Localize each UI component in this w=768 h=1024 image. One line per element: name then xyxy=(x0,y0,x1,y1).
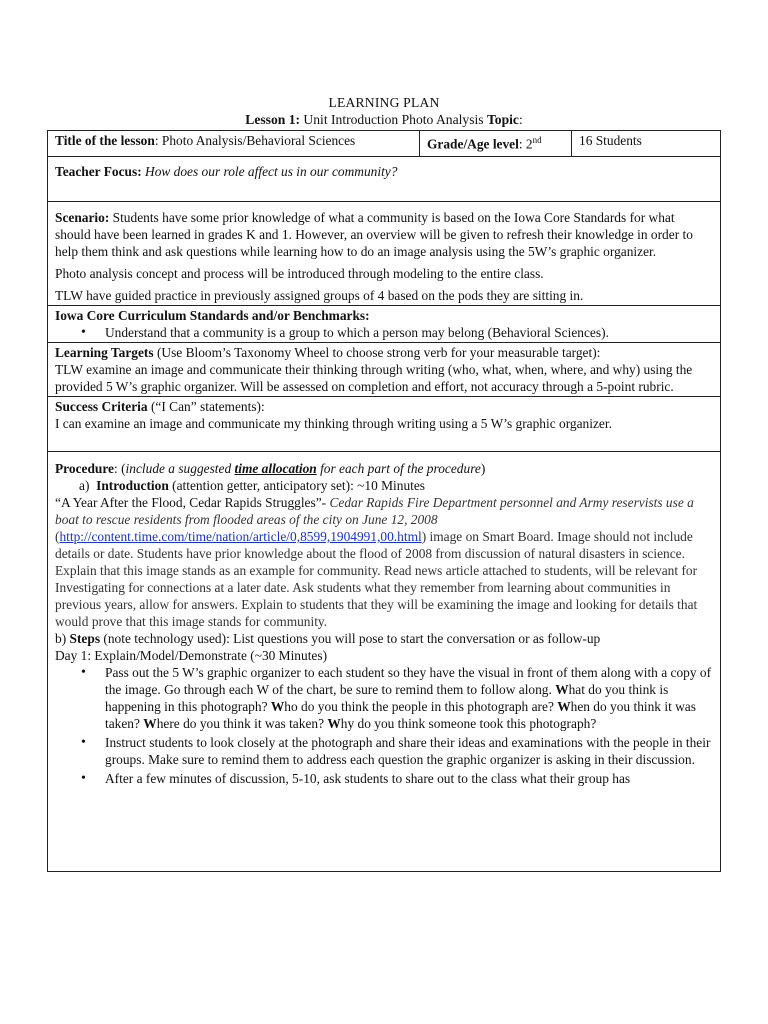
lesson-title-cell xyxy=(48,131,420,157)
learning-plan-table xyxy=(47,130,721,872)
topic-label: Topic xyxy=(486,112,519,127)
step-1-w1: W xyxy=(555,682,569,697)
learning-targets-label: Learning Targets xyxy=(55,345,154,360)
scenario-label: Scenario: xyxy=(55,210,110,225)
standards-list xyxy=(55,324,713,341)
step-1-w4: W xyxy=(143,716,157,731)
grade-level-cell xyxy=(420,131,572,157)
step-1-text-b: hat do you think is happening in this photograph? xyxy=(105,682,669,714)
intro-link-open: ( xyxy=(55,529,60,544)
step-bullet-3: • After a few minutes of discussion, 5-10, ask students to share out to the class what their group has xyxy=(105,770,713,787)
step-bullet-2: • Instruct students to look closely at the photograph and share their ideas and examinations with the people in their groups. Make sure to remind them to address each question the graphic organizer is asking in their discussion. xyxy=(105,734,713,768)
scenario-row xyxy=(48,202,721,306)
page-title: LEARNING PLAN xyxy=(328,95,440,110)
procedure-cell xyxy=(48,452,721,872)
standards-cell xyxy=(48,306,721,343)
learning-targets-row xyxy=(48,343,721,397)
scenario-paragraph-2: Photo analysis concept and process will be introduced through modeling to the entire class. xyxy=(55,266,544,281)
success-criteria-hint: (“I Can” statements): xyxy=(147,399,265,414)
lesson-title-label: Title of the lesson xyxy=(55,133,155,148)
learning-targets-hint: (Use Bloom’s Taxonomy Wheel to choose strong verb for your measurable target): xyxy=(153,345,601,360)
intro-marker: a) xyxy=(79,478,90,493)
standards-item: • Understand that a community is a group to which a person may belong (Behavioral Sciences). xyxy=(105,324,713,341)
day1-steps-list xyxy=(55,664,713,787)
teacher-focus-cell xyxy=(48,157,721,202)
lesson-title-value: : Photo Analysis/Behavioral Sciences xyxy=(154,133,356,148)
teacher-focus-label: Teacher Focus: xyxy=(55,164,142,179)
intro-label: Introduction xyxy=(96,478,169,493)
scenario-text: Students have some prior knowledge of what a community is based on the Iowa Core Standards for what should have been learned in grades K and 1. However, an overview will be given to refresh their knowledge in order to help them think and ask questions while learning how to do an image analysis using the 5W’s graphic organizer. xyxy=(55,210,693,259)
grade-level-sup: nd xyxy=(532,135,542,145)
success-criteria-row xyxy=(48,397,721,452)
procedure-hint-c: for each part of the procedure xyxy=(316,461,481,476)
scenario-paragraph xyxy=(55,209,713,260)
steps-label: Steps xyxy=(69,631,101,646)
step-1-w2: W xyxy=(270,699,285,714)
procedure-label: Procedure xyxy=(55,461,115,476)
intro-hint: (attention getter, anticipatory set): ~10 Minutes xyxy=(168,478,426,493)
article-link[interactable]: http://content.time.com/time/nation/article/0,8599,1904991,00.html xyxy=(59,529,422,544)
step-1-text-e: here do you think it was taken? xyxy=(156,716,328,731)
procedure-hint-a: include a suggested xyxy=(125,461,235,476)
step-bullet-1 xyxy=(105,664,713,732)
intro-body xyxy=(55,494,713,630)
lesson-title-row xyxy=(48,131,721,157)
lesson-text: Unit Introduction Photo Analysis xyxy=(300,112,487,127)
steps-hint: (note technology used): List questions you will pose to start the conversation or as follow-up xyxy=(100,631,601,646)
intro-quote-caption: Cedar Rapids Fire Department personnel and Army reservists use a boat to rescue residents from flooded areas of the city on June 12, 2008 xyxy=(55,495,694,527)
teacher-focus-row xyxy=(48,157,721,202)
grade-level-label: Grade/Age level xyxy=(427,136,519,152)
intro-link-after: ) image on Smart Board. Image should not include details or date. Students have prior knowledge about the flood of 2008 from discussion of natural disasters in science. Explain that this image stands as an example for community. Read news article attached to students, will be relevant for Investigating for connections at a later date. Ask students what they remember from learning about communities in previous years, allow for answers. Explain to students that they will be examining the image and looking for details that would prove that this image stands for community. xyxy=(55,529,698,629)
lesson-line xyxy=(0,111,768,128)
step-1-w5: W xyxy=(327,716,341,731)
standards-row xyxy=(48,306,721,343)
procedure-row xyxy=(48,452,721,872)
learning-targets-text: TLW examine an image and communicate their thinking through writing (who, what, when, where, and why) using the provided 5 W’s graphic organizer. Will be assessed on completion and effort, not accuracy through a 5-point rubric. xyxy=(55,362,693,394)
students-count-cell xyxy=(572,131,721,157)
standards-label: Iowa Core Curriculum Standards and/or Benchmarks: xyxy=(55,308,370,323)
step-1-text-f: hy do you think someone took this photograph? xyxy=(340,716,597,731)
lesson-label: Lesson 1: xyxy=(245,112,301,127)
topic-colon: : xyxy=(518,112,523,127)
step-1-text-a: Pass out the 5 W’s graphic organizer to each student so they have the visual in front of them along with a copy of the image. Go through each W of the chart, be sure to remind them to follow along. xyxy=(105,665,712,697)
steps-marker: b) xyxy=(55,631,67,646)
procedure-close: ) xyxy=(480,461,486,476)
procedure-hint-b: time allocation xyxy=(234,461,317,476)
scenario-paragraph-3: TLW have guided practice in previously assigned groups of 4 based on the pods they are sitting in. xyxy=(55,288,584,303)
procedure-heading xyxy=(55,460,713,477)
grade-level-value: : 2 xyxy=(518,136,533,152)
students-count: 16 Students xyxy=(579,133,642,148)
step-1-text-d: hen do you think it was taken? xyxy=(105,699,696,731)
step-1-w3: W xyxy=(557,699,571,714)
day1-heading: Day 1: Explain/Model/Demonstrate (~30 Minutes) xyxy=(55,648,328,663)
success-criteria-label: Success Criteria xyxy=(55,399,148,414)
procedure-colon: : ( xyxy=(114,461,126,476)
page-header xyxy=(0,94,768,128)
steps-heading xyxy=(55,630,713,647)
success-criteria-text: I can examine an image and communicate my thinking through writing using a 5 W’s graphic organizer. xyxy=(55,416,612,431)
step-1-text-c: ho do you think the people in this photograph are? xyxy=(284,699,558,714)
success-criteria-cell xyxy=(48,397,721,452)
intro-quote: “A Year After the Flood, Cedar Rapids Struggles”- xyxy=(55,495,330,510)
scenario-cell xyxy=(48,202,721,306)
teacher-focus-value: How does our role affect us in our community? xyxy=(141,164,398,179)
learning-targets-cell xyxy=(48,343,721,397)
intro-heading xyxy=(55,477,713,494)
